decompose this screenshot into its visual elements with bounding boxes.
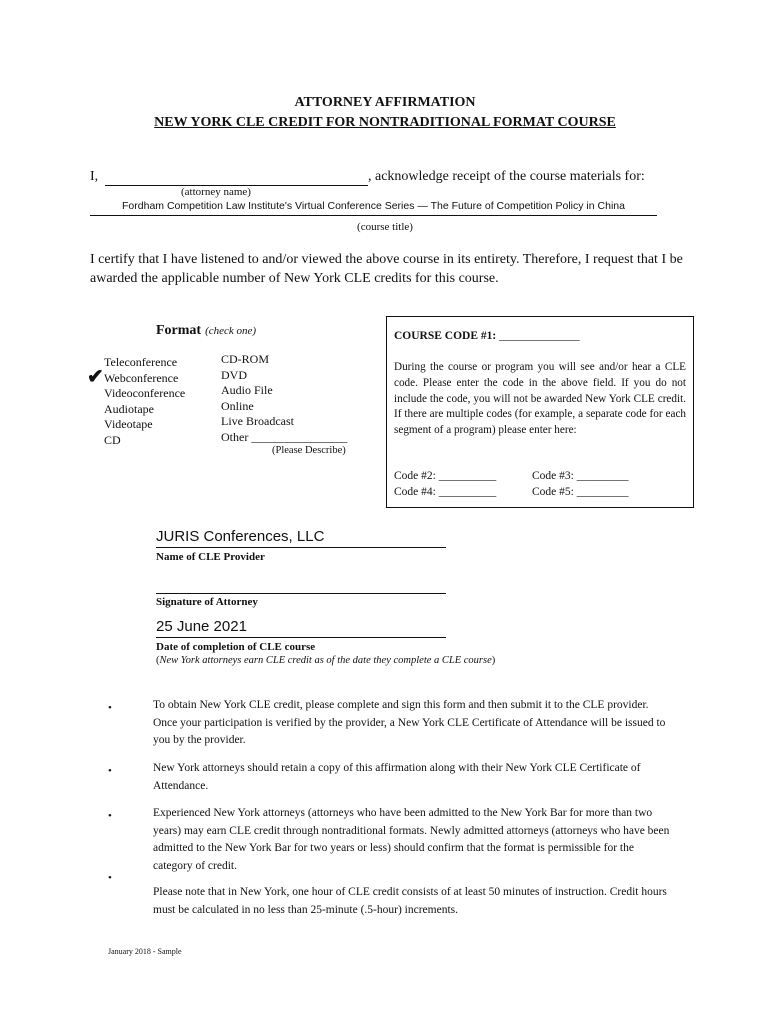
checkmark-icon[interactable]: ✔ xyxy=(87,366,104,388)
attorney-name-field[interactable] xyxy=(105,170,368,186)
please-describe-label: (Please Describe) xyxy=(272,445,346,456)
format-other-input[interactable]: ________________ xyxy=(251,429,348,444)
format-option-live-broadcast[interactable]: Live Broadcast xyxy=(221,414,294,429)
completion-date-label: Date of completion of CLE course xyxy=(156,641,316,653)
course-code-box xyxy=(386,316,694,508)
bullet-4-text: Please note that in New York, one hour of CLE credit consists of at least 50 minutes of instruction. Credit hours must be calculated in no less than 25-minute (.5-hour) increments. xyxy=(153,886,667,916)
completion-date-field[interactable]: 25 June 2021 xyxy=(156,618,446,638)
attorney-signature-label: Signature of Attorney xyxy=(156,596,258,608)
format-option-cd-rom[interactable]: CD-ROM xyxy=(221,352,270,366)
bullet-1-text: To obtain New York CLE credit, please complete and sign this form and then submit it to the CLE provider. Once your participation is verified by the provider, a New York CLE Certificate of Attendance will be issued to you by the provider. xyxy=(153,699,666,746)
format-option-online[interactable]: Online xyxy=(221,398,254,413)
bullet-2-text: New York attorneys should retain a copy of this affirmation along with their New York CLE Certificate of Attendance. xyxy=(153,762,641,792)
format-heading xyxy=(156,321,256,339)
course-code-5-input[interactable]: Code #5: _________ xyxy=(532,485,629,498)
cle-provider-label: Name of CLE Provider xyxy=(156,551,265,563)
course-code-instructions: During the course or program you will see and/or hear a CLE code. Please enter the code in the above field. If you do not include the code, you will not be awarded New York CLE credit. If there are multiple codes (for example, a separate code for each segment of a program) please enter here: xyxy=(394,361,686,437)
format-hint: (check one) xyxy=(205,325,257,337)
completion-note-close: ) xyxy=(491,655,496,666)
bullet-3-text: Experienced New York attorneys (attorneys who have been admitted to the New York Bar for more than two years) may earn CLE credit through nontraditional formats. Newly admitted attorneys (attorneys who have been admitted to the New York Bar for two years or less) should confirm that the format is permissible for the category of credit. xyxy=(153,807,670,872)
format-options-left xyxy=(104,355,185,449)
format-option-webconference[interactable]: Webconference xyxy=(104,370,179,385)
bullet-4-glyph: • xyxy=(108,872,112,884)
bullet-1-glyph: • xyxy=(108,702,112,714)
format-option-teleconference[interactable]: Teleconference xyxy=(104,355,178,369)
course-code-3-input[interactable]: Code #3: _________ xyxy=(532,470,629,482)
completion-note xyxy=(156,655,495,666)
ack-suffix: , acknowledge receipt of the course materials for: xyxy=(368,169,645,184)
course-title-label: (course title) xyxy=(357,221,413,233)
format-label: Format xyxy=(156,323,202,338)
course-code-heading xyxy=(394,330,580,342)
form-subtitle: NEW YORK CLE CREDIT FOR NONTRADITIONAL FORMAT COURSE xyxy=(154,115,616,130)
completion-note-text: New York attorneys earn CLE credit as of the date they complete a CLE course xyxy=(159,655,492,666)
format-option-dvd[interactable]: DVD xyxy=(221,367,247,382)
format-option-audio-file[interactable]: Audio File xyxy=(221,383,273,398)
course-code-4-input[interactable]: Code #4: __________ xyxy=(394,485,497,498)
bullet-3-glyph: • xyxy=(108,810,112,822)
course-title-field[interactable]: Fordham Competition Law Institute's Virtual Conference Series — The Future of Competition Policy in China xyxy=(90,200,657,216)
course-code-col-right xyxy=(532,469,628,500)
form-title: ATTORNEY AFFIRMATION xyxy=(294,95,476,110)
bullet-2-glyph: • xyxy=(108,765,112,777)
course-code-1-input[interactable]: ______________ xyxy=(499,330,580,342)
attorney-signature-field[interactable] xyxy=(156,575,446,594)
footer-date: January 2018 - Sample xyxy=(108,947,182,956)
format-option-videotape[interactable]: Videotape xyxy=(104,417,153,432)
ack-prefix: I, xyxy=(90,169,99,184)
format-option-cd[interactable]: CD xyxy=(104,432,121,447)
course-code-1-label: COURSE CODE #1: xyxy=(394,330,497,342)
certify-statement: I certify that I have listened to and/or viewed the above course in its entirety. Therefore, I request that I be awarded the applicable number of New York CLE credits for this course. xyxy=(90,252,683,286)
cle-provider-field[interactable]: JURIS Conferences, LLC xyxy=(156,528,446,548)
course-code-2-input[interactable]: Code #2: __________ xyxy=(394,470,497,482)
format-options-right xyxy=(221,352,347,446)
attorney-name-label: (attorney name) xyxy=(181,186,251,198)
format-option-other[interactable] xyxy=(221,430,347,446)
course-code-col-left xyxy=(394,469,496,500)
format-option-audiotape[interactable]: Audiotape xyxy=(104,401,154,416)
completion-note-open: ( xyxy=(156,655,160,666)
format-option-other-label: Other xyxy=(221,429,249,444)
format-option-videoconference[interactable]: Videoconference xyxy=(104,386,186,401)
